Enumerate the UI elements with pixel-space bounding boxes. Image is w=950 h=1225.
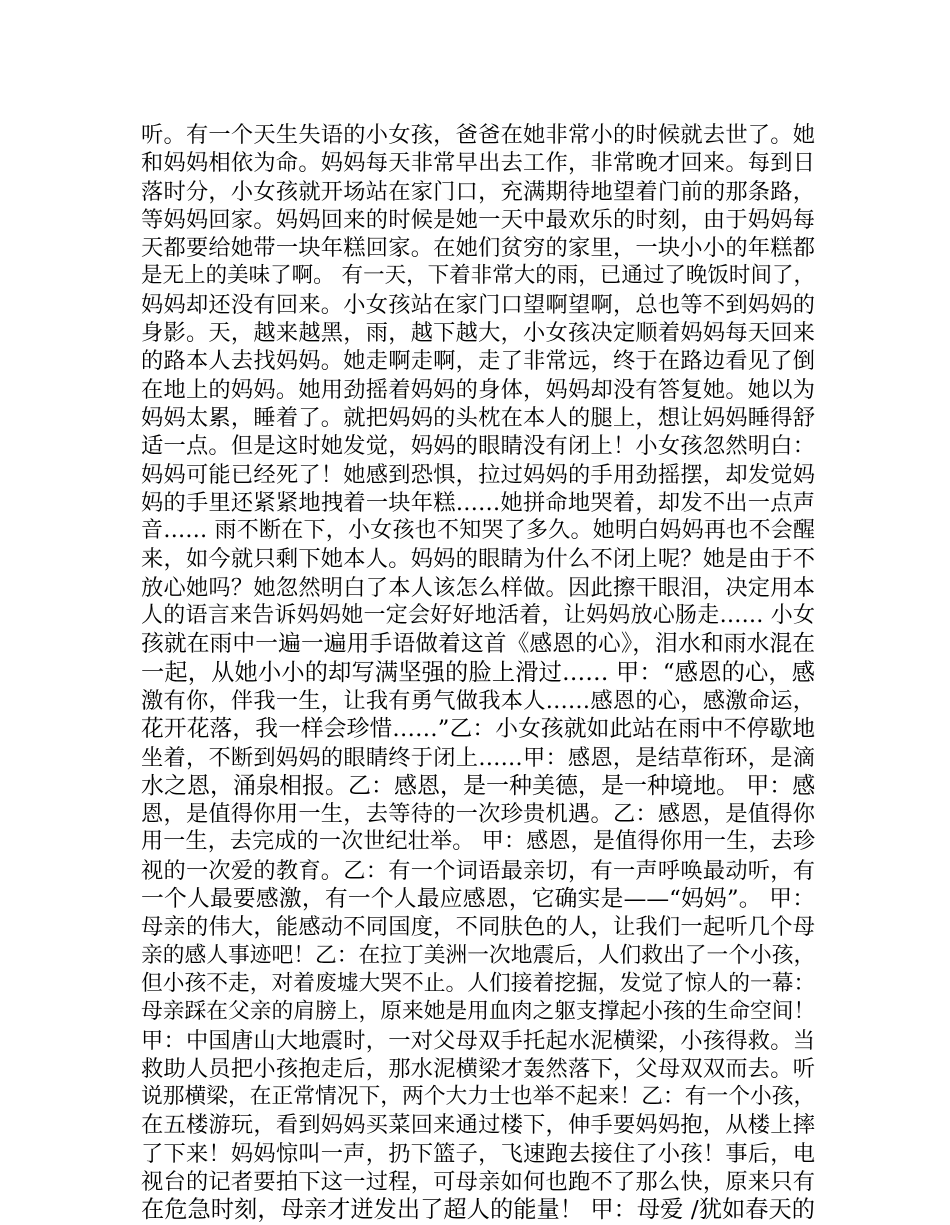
text-line-25: 恩，是值得你用一生，去等待的一次珍贵机遇。乙：感恩，是值得你 bbox=[141, 801, 815, 828]
text-line-9: 的路本人去找妈妈。她走啊走啊，走了非常远，终于在路边看见了倒 bbox=[141, 348, 815, 375]
text-line-34: 救助人员把小孩抱走后，那水泥横梁才轰然落下，父母双双而去。听 bbox=[141, 1055, 815, 1082]
text-line-26: 用一生，去完成的一次世纪壮举。 甲：感恩，是值得你用一生，去珍 bbox=[141, 829, 815, 855]
text-line-19: 孩就在雨中一遍一遍用手语做着这首《感恩的心》，泪水和雨水混在 bbox=[141, 631, 815, 658]
text-line-36: 在五楼游玩，看到妈妈买菜回来通过楼下，伸手要妈妈抱，从楼上摔 bbox=[141, 1112, 815, 1139]
text-line-3: 落时分，小女孩就开场站在家门口，充满期待地望着门前的那条路， bbox=[141, 178, 815, 205]
text-line-24: 水之恩，涌泉相报。乙：感恩，是一种美德，是一种境地。 甲：感 bbox=[141, 772, 816, 799]
text-line-29: 母亲的伟大，能感动不同国度，不同肤色的人，让我们一起听几个母 bbox=[141, 914, 815, 941]
text-line-5: 天都要给她带一块年糕回家。在她们贫穷的家里，一块小小的年糕都 bbox=[141, 235, 815, 262]
document-body-text bbox=[141, 121, 815, 1225]
text-line-6: 是无上的美味了啊。 有一天，下着非常大的雨，已通过了晚饭时间了， bbox=[141, 263, 815, 289]
text-line-10: 在地上的妈妈。她用劲摇着妈妈的身体，妈妈却没有答复她。她以为 bbox=[141, 376, 815, 403]
text-line-7: 妈妈却还没有回来。小女孩站在家门口望啊望啊，总也等不到妈妈的 bbox=[141, 291, 815, 318]
text-line-31: 但小孩不走，对着废墟大哭不止。人们接着挖掘，发觉了惊人的一幕： bbox=[141, 970, 816, 996]
text-line-8: 身影。天，越来越黑，雨，越下越大，小女孩决定顺着妈妈每天回来 bbox=[141, 320, 815, 347]
text-line-30: 亲的感人事迹吧！乙：在拉丁美洲一次地震后，人们救出了一个小孩， bbox=[141, 942, 816, 968]
text-line-12: 适一点。但是这时她发觉，妈妈的眼睛没有闭上！小女孩忽然明白： bbox=[141, 433, 815, 460]
text-line-1: 听。有一个天生失语的小女孩，爸爸在她非常小的时候就去世了。她 bbox=[141, 122, 815, 148]
text-line-27: 视的一次爱的教育。乙：有一个词语最亲切，有一声呼唤最动听，有 bbox=[141, 857, 815, 884]
text-line-22: 花开花落，我一样会珍惜……”乙：小女孩就如此站在雨中不停歇地 bbox=[141, 716, 815, 743]
text-line-2: 和妈妈相依为命。妈妈每天非常早出去工作，非常晚才回来。每到日 bbox=[141, 150, 815, 177]
text-line-20: 一起，从她小小的却写满坚强的脸上滑过…… 甲：“感恩的心，感 bbox=[141, 658, 815, 686]
text-line-18: 人的语言来告诉妈妈她一定会好好地活着，让妈妈放心肠走…… 小女 bbox=[141, 603, 815, 629]
text-line-23: 坐着，不断到妈妈的眼睛终于闭上……甲：感恩，是结草衔环，是滴 bbox=[141, 744, 815, 771]
text-line-37: 了下来！妈妈惊叫一声，扔下篮子，飞速跑去接住了小孩！事后，电 bbox=[141, 1140, 815, 1167]
text-line-15: 音…… 雨不断在下，小女孩也不知哭了多久。她明白妈妈再也不会醒 bbox=[141, 518, 815, 544]
text-line-4: 等妈妈回家。妈妈回来的时候是她一天中最欢乐的时刻，由于妈妈每 bbox=[141, 206, 815, 233]
text-line-13: 妈妈可能已经死了！她感到恐惧，拉过妈妈的手用劲摇摆，却发觉妈 bbox=[141, 461, 815, 488]
text-line-21: 激有你，伴我一生，让我有勇气做我本人……感恩的心，感激命运， bbox=[141, 687, 815, 714]
text-line-33: 甲：中国唐山大地震时，一对父母双手托起水泥横梁，小孩得救。当 bbox=[141, 1027, 815, 1054]
text-line-32: 母亲踩在父亲的肩膀上，原来她是用血肉之躯支撑起小孩的生命空间！ bbox=[141, 999, 816, 1025]
text-line-16: 来，如今就只剩下她本人。妈妈的眼睛为什么不闭上呢？她是由于不 bbox=[141, 546, 815, 573]
text-line-14: 妈的手里还紧紧地拽着一块年糕……她拼命地哭着，却发不出一点声 bbox=[141, 489, 815, 516]
text-line-17: 放心她吗？她忽然明白了本人该怎么样做。因此擦干眼泪，决定用本 bbox=[141, 574, 815, 601]
text-line-39: 在危急时刻，母亲才迸发出了超人的能量！ 甲：母爱 /犹如春天的 bbox=[141, 1196, 815, 1224]
text-line-28: 一个人最要感激，有一个人最应感恩，它确实是——“妈妈”。 甲： bbox=[141, 886, 815, 913]
text-line-35: 说那横梁，在正常情况下，两个大力士也举不起来！乙：有一个小孩， bbox=[141, 1084, 816, 1110]
text-line-11: 妈妈太累，睡着了。就把妈妈的头枕在本人的腿上，想让妈妈睡得舒 bbox=[141, 404, 815, 431]
text-line-38: 视台的记者要拍下这一过程，可母亲如何也跑不了那么快，原来只有 bbox=[141, 1168, 815, 1195]
